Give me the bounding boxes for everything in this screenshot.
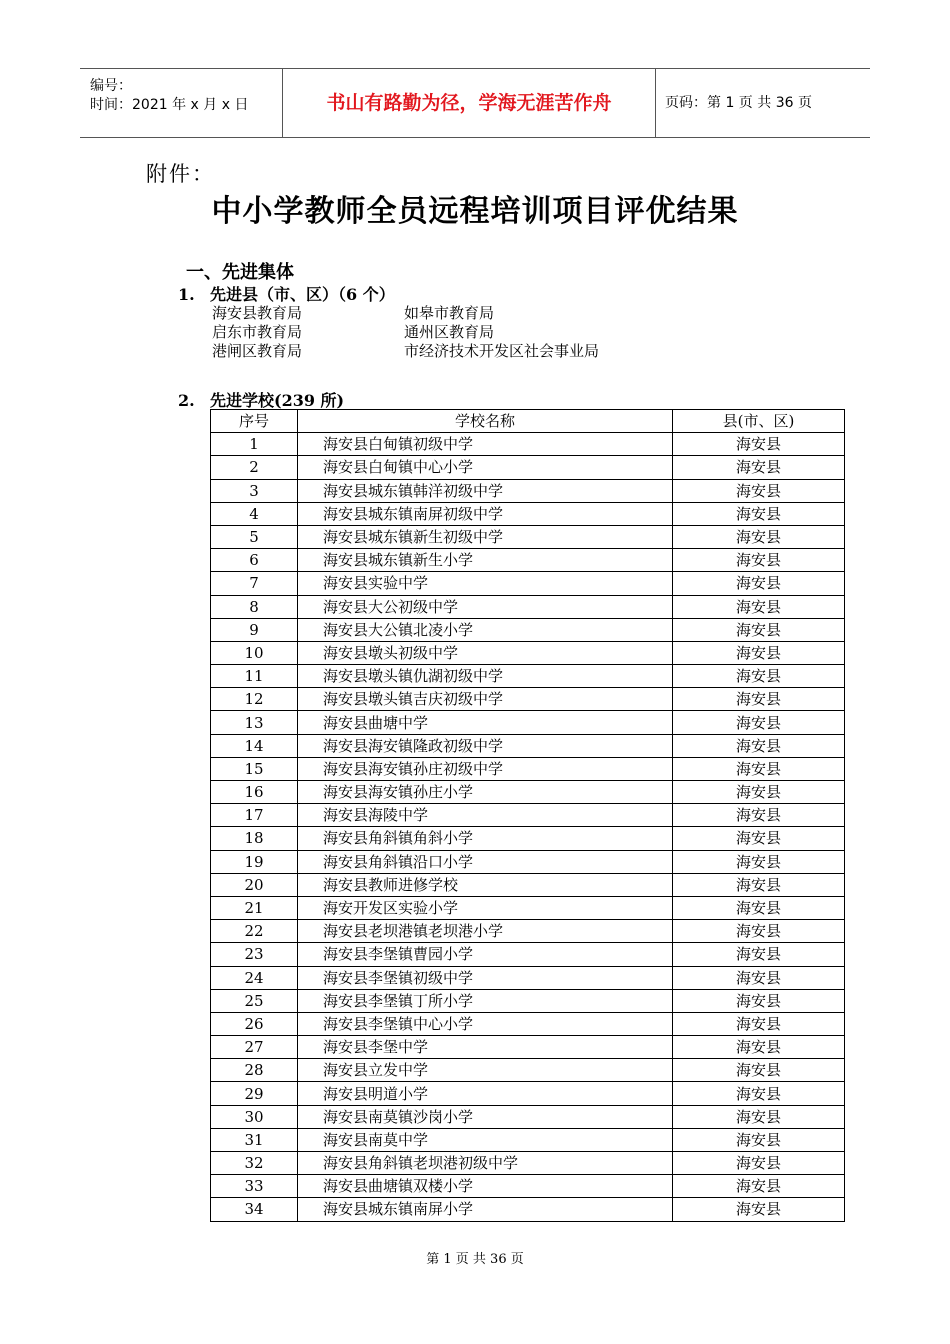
row-index: 7 [211, 572, 298, 595]
row-index: 3 [211, 479, 298, 502]
school-name: 海安县立发中学 [298, 1059, 673, 1082]
table-row [211, 1012, 845, 1035]
county-name: 海安县 [673, 665, 845, 688]
county-name: 海安县 [673, 966, 845, 989]
row-index: 32 [211, 1152, 298, 1175]
bureau-row [212, 304, 692, 323]
table-row [211, 456, 845, 479]
school-name: 海安县城东镇新生初级中学 [298, 525, 673, 548]
school-name: 海安县实验中学 [298, 572, 673, 595]
school-name: 海安县大公初级中学 [298, 595, 673, 618]
school-name: 海安县城东镇南屏初级中学 [298, 502, 673, 525]
school-name: 海安县墩头初级中学 [298, 641, 673, 664]
table-row [211, 665, 845, 688]
table-row [211, 781, 845, 804]
header-meta [80, 69, 283, 137]
row-index: 26 [211, 1012, 298, 1035]
table-row [211, 1036, 845, 1059]
row-index: 29 [211, 1082, 298, 1105]
table-header-row [211, 410, 845, 433]
county-name: 海安县 [673, 641, 845, 664]
school-name: 海安县墩头镇仇湖初级中学 [298, 665, 673, 688]
bureau-list [212, 304, 692, 361]
bureau-row [212, 323, 692, 342]
county-name: 海安县 [673, 781, 845, 804]
bureau-row [212, 342, 692, 361]
row-index: 21 [211, 896, 298, 919]
bureau-name: 启东市教育局 [212, 323, 303, 341]
table-row [211, 1152, 845, 1175]
county-name: 海安县 [673, 711, 845, 734]
school-name: 海安县白甸镇中心小学 [298, 456, 673, 479]
school-name: 海安县角斜镇角斜小学 [298, 827, 673, 850]
county-name: 海安县 [673, 1198, 845, 1221]
row-index: 25 [211, 989, 298, 1012]
county-name: 海安县 [673, 827, 845, 850]
page-footer: 第 1 页 共 36 页 [426, 1252, 524, 1267]
table-row [211, 966, 845, 989]
bureau-name: 海安县教育局 [212, 304, 303, 322]
county-name: 海安县 [673, 456, 845, 479]
row-index: 18 [211, 827, 298, 850]
table-row [211, 804, 845, 827]
school-name: 海安县角斜镇老坝港初级中学 [298, 1152, 673, 1175]
row-index: 30 [211, 1105, 298, 1128]
row-index: 2 [211, 456, 298, 479]
row-index: 15 [211, 757, 298, 780]
county-name: 海安县 [673, 873, 845, 896]
row-index: 9 [211, 618, 298, 641]
county-name: 海安县 [673, 850, 845, 873]
county-name: 海安县 [673, 804, 845, 827]
county-name: 海安县 [673, 1012, 845, 1035]
table-row [211, 595, 845, 618]
school-name: 海安县海安镇孙庄小学 [298, 781, 673, 804]
school-name: 海安县城东镇南屏小学 [298, 1198, 673, 1221]
table-row [211, 502, 845, 525]
county-name: 海安县 [673, 734, 845, 757]
table-row [211, 1175, 845, 1198]
schools-table [210, 409, 845, 1222]
subsection-label: 先进县（市、区）（6 个） [210, 285, 395, 304]
county-name: 海安县 [673, 595, 845, 618]
row-index: 16 [211, 781, 298, 804]
table-row [211, 572, 845, 595]
table-row [211, 896, 845, 919]
table-row [211, 943, 845, 966]
row-index: 20 [211, 873, 298, 896]
school-name: 海安县李堡镇曹园小学 [298, 943, 673, 966]
table-row [211, 989, 845, 1012]
county-name: 海安县 [673, 1082, 845, 1105]
county-name: 海安县 [673, 943, 845, 966]
row-index: 14 [211, 734, 298, 757]
code-label: 编号： [90, 78, 132, 94]
table-row [211, 711, 845, 734]
county-name: 海安县 [673, 502, 845, 525]
school-name: 海安县大公镇北凌小学 [298, 618, 673, 641]
school-name: 海安县白甸镇初级中学 [298, 433, 673, 456]
county-name: 海安县 [673, 896, 845, 919]
table-row [211, 850, 845, 873]
table-row [211, 873, 845, 896]
row-index: 13 [211, 711, 298, 734]
school-name: 海安县教师进修学校 [298, 873, 673, 896]
school-name: 海安县角斜镇沿口小学 [298, 850, 673, 873]
table-row [211, 757, 845, 780]
county-name: 海安县 [673, 479, 845, 502]
school-name: 海安县李堡镇中心小学 [298, 1012, 673, 1035]
column-header-school: 学校名称 [298, 410, 673, 433]
table-row [211, 1128, 845, 1151]
row-index: 23 [211, 943, 298, 966]
county-name: 海安县 [673, 549, 845, 572]
bureau-name: 如皋市教育局 [404, 304, 495, 322]
county-name: 海安县 [673, 757, 845, 780]
table-row [211, 479, 845, 502]
subsection-schools [178, 388, 344, 411]
table-row [211, 1082, 845, 1105]
table-row [211, 1059, 845, 1082]
table-row [211, 549, 845, 572]
row-index: 6 [211, 549, 298, 572]
school-name: 海安县南莫镇沙岗小学 [298, 1105, 673, 1128]
row-index: 28 [211, 1059, 298, 1082]
row-index: 5 [211, 525, 298, 548]
table-row [211, 618, 845, 641]
column-header-index: 序号 [211, 410, 298, 433]
subsection-number: 2. [178, 391, 195, 410]
row-index: 10 [211, 641, 298, 664]
table-row [211, 525, 845, 548]
subsection-number: 1. [178, 285, 195, 304]
table-row [211, 1105, 845, 1128]
header-page-info: 页码：第 1 页 共 36 页 [665, 95, 812, 111]
attachment-label: 附件： [146, 162, 215, 186]
county-name: 海安县 [673, 688, 845, 711]
bureau-name: 市经济技术开发区社会事业局 [404, 342, 600, 360]
row-index: 4 [211, 502, 298, 525]
county-name: 海安县 [673, 618, 845, 641]
row-index: 12 [211, 688, 298, 711]
header-motto: 书山有路勤为径，学海无涯苦作舟 [283, 69, 656, 137]
school-name: 海安县海安镇隆政初级中学 [298, 734, 673, 757]
subsection-counties [178, 282, 395, 305]
county-name: 海安县 [673, 920, 845, 943]
county-name: 海安县 [673, 989, 845, 1012]
table-row [211, 920, 845, 943]
county-name: 海安县 [673, 572, 845, 595]
section-heading: 一、先进集体 [186, 262, 294, 283]
table-row [211, 1198, 845, 1221]
row-index: 8 [211, 595, 298, 618]
school-name: 海安县老坝港镇老坝港小学 [298, 920, 673, 943]
table-body [211, 433, 845, 1221]
table-row [211, 734, 845, 757]
row-index: 33 [211, 1175, 298, 1198]
school-name: 海安县李堡镇丁所小学 [298, 989, 673, 1012]
school-name: 海安县海陵中学 [298, 804, 673, 827]
table-row [211, 827, 845, 850]
page-title: 中小学教师全员远程培训项目评优结果 [211, 194, 739, 229]
row-index: 27 [211, 1036, 298, 1059]
row-index: 17 [211, 804, 298, 827]
bureau-name: 通州区教育局 [404, 323, 495, 341]
row-index: 22 [211, 920, 298, 943]
subsection-label: 先进学校(239 所) [210, 391, 345, 410]
school-name: 海安县墩头镇吉庆初级中学 [298, 688, 673, 711]
row-index: 24 [211, 966, 298, 989]
county-name: 海安县 [673, 1152, 845, 1175]
county-name: 海安县 [673, 1175, 845, 1198]
county-name: 海安县 [673, 1036, 845, 1059]
row-index: 1 [211, 433, 298, 456]
school-name: 海安县城东镇新生小学 [298, 549, 673, 572]
table-row [211, 688, 845, 711]
school-name: 海安县曲塘镇双楼小学 [298, 1175, 673, 1198]
county-name: 海安县 [673, 1105, 845, 1128]
row-index: 34 [211, 1198, 298, 1221]
table-row [211, 433, 845, 456]
county-name: 海安县 [673, 1128, 845, 1151]
school-name: 海安县南莫中学 [298, 1128, 673, 1151]
school-name: 海安县李堡中学 [298, 1036, 673, 1059]
time-label: 时间：2021 年 x 月 x 日 [90, 97, 249, 113]
county-name: 海安县 [673, 433, 845, 456]
county-name: 海安县 [673, 1059, 845, 1082]
row-index: 19 [211, 850, 298, 873]
document-header [80, 68, 870, 138]
school-name: 海安开发区实验小学 [298, 896, 673, 919]
row-index: 11 [211, 665, 298, 688]
table-row [211, 641, 845, 664]
school-name: 海安县明道小学 [298, 1082, 673, 1105]
county-name: 海安县 [673, 525, 845, 548]
column-header-county: 县(市、区) [673, 410, 845, 433]
school-name: 海安县城东镇韩洋初级中学 [298, 479, 673, 502]
bureau-name: 港闸区教育局 [212, 342, 303, 360]
row-index: 31 [211, 1128, 298, 1151]
school-name: 海安县海安镇孙庄初级中学 [298, 757, 673, 780]
school-name: 海安县曲塘中学 [298, 711, 673, 734]
school-name: 海安县李堡镇初级中学 [298, 966, 673, 989]
